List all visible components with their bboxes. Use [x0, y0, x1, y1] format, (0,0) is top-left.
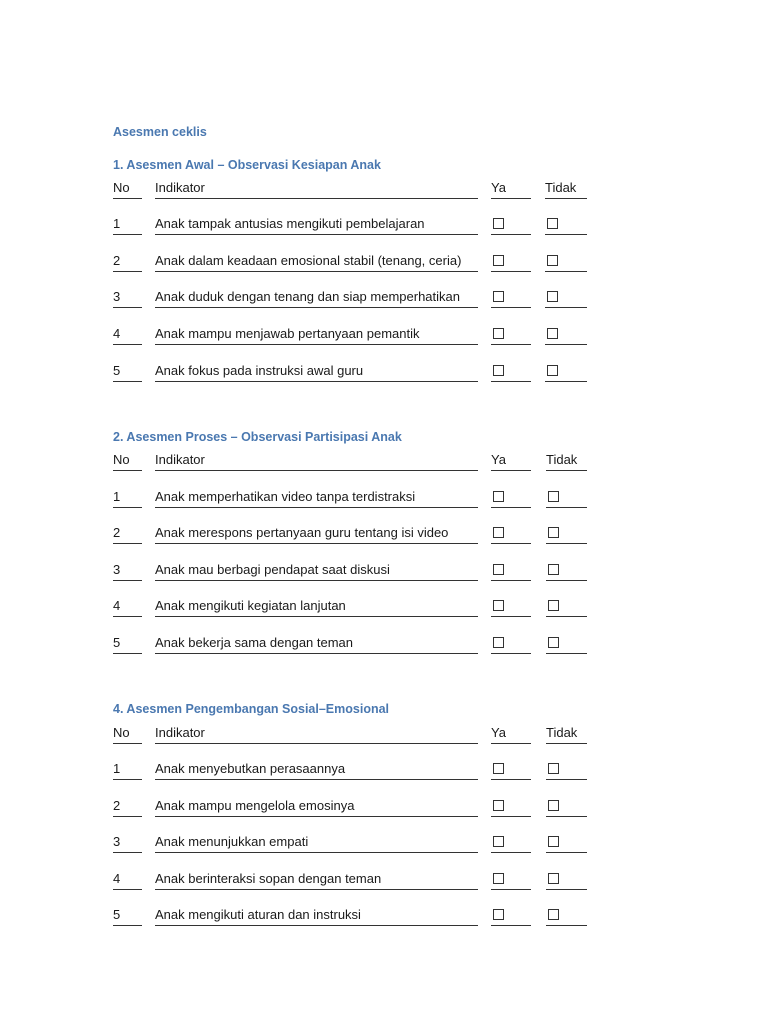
row-number: 4	[113, 869, 142, 890]
table-row	[0, 633, 768, 670]
ya-checkbox[interactable]	[493, 763, 504, 774]
ya-cell	[491, 287, 531, 308]
tidak-checkbox[interactable]	[547, 255, 558, 266]
table-row	[0, 214, 768, 251]
row-number: 3	[113, 560, 142, 581]
tidak-cell	[545, 361, 587, 382]
ya-checkbox[interactable]	[493, 218, 504, 229]
header-indikator: Indikator	[155, 450, 478, 471]
tidak-checkbox[interactable]	[547, 328, 558, 339]
header-no: No	[113, 178, 142, 199]
table-row	[0, 759, 768, 796]
tidak-checkbox[interactable]	[548, 564, 559, 575]
section-title: 1. Asesmen Awal – Observasi Kesiapan Anak	[113, 158, 381, 172]
tidak-cell	[545, 251, 587, 272]
ya-cell	[491, 251, 531, 272]
table-row	[0, 905, 768, 942]
tidak-cell	[546, 633, 587, 654]
header-no: No	[113, 723, 142, 744]
table-row	[0, 596, 768, 633]
tidak-cell	[546, 487, 587, 508]
ya-cell	[491, 324, 531, 345]
row-number: 3	[113, 832, 142, 853]
table-row	[0, 487, 768, 524]
tidak-cell	[545, 324, 587, 345]
row-indicator: Anak mampu menjawab pertanyaan pemantik	[155, 324, 478, 345]
table-header-row	[0, 723, 768, 760]
tidak-checkbox[interactable]	[548, 800, 559, 811]
row-indicator: Anak tampak antusias mengikuti pembelajaran	[155, 214, 478, 235]
row-indicator: Anak menunjukkan empati	[155, 832, 478, 853]
tidak-checkbox[interactable]	[548, 527, 559, 538]
row-number: 2	[113, 796, 142, 817]
ya-cell	[491, 869, 531, 890]
ya-checkbox[interactable]	[493, 637, 504, 648]
ya-cell	[491, 523, 531, 544]
table-row	[0, 361, 768, 398]
table-row	[0, 832, 768, 869]
row-indicator: Anak menyebutkan perasaannya	[155, 759, 478, 780]
tidak-checkbox[interactable]	[547, 291, 558, 302]
tidak-checkbox[interactable]	[548, 637, 559, 648]
section-title: 4. Asesmen Pengembangan Sosial–Emosional	[113, 702, 390, 716]
header-tidak: Tidak	[546, 723, 587, 744]
tidak-cell	[546, 523, 587, 544]
tidak-checkbox[interactable]	[548, 873, 559, 884]
tidak-cell	[545, 214, 587, 235]
table-row	[0, 796, 768, 833]
tidak-cell	[546, 796, 587, 817]
row-indicator: Anak bekerja sama dengan teman	[155, 633, 478, 654]
row-indicator: Anak dalam keadaan emosional stabil (tenang, ceria)	[155, 251, 478, 272]
row-number: 5	[113, 633, 142, 654]
row-indicator: Anak duduk dengan tenang dan siap memperhatikan	[155, 287, 478, 308]
ya-checkbox[interactable]	[493, 491, 504, 502]
row-number: 1	[113, 214, 142, 235]
ya-checkbox[interactable]	[493, 873, 504, 884]
row-indicator: Anak mengikuti aturan dan instruksi	[155, 905, 478, 926]
row-number: 2	[113, 251, 142, 272]
ya-checkbox[interactable]	[493, 836, 504, 847]
header-ya: Ya	[491, 723, 531, 744]
ya-checkbox[interactable]	[493, 600, 504, 611]
ya-checkbox[interactable]	[493, 291, 504, 302]
header-tidak: Tidak	[546, 450, 587, 471]
row-number: 4	[113, 596, 142, 617]
tidak-checkbox[interactable]	[548, 836, 559, 847]
row-indicator: Anak fokus pada instruksi awal guru	[155, 361, 478, 382]
row-number: 1	[113, 487, 142, 508]
ya-checkbox[interactable]	[493, 328, 504, 339]
header-tidak: Tidak	[545, 178, 587, 199]
tidak-checkbox[interactable]	[547, 365, 558, 376]
table-row	[0, 287, 768, 324]
ya-cell	[491, 214, 531, 235]
table-header-row	[0, 450, 768, 487]
tidak-cell	[546, 905, 587, 926]
table-header-row	[0, 178, 768, 215]
header-ya: Ya	[491, 450, 531, 471]
header-indikator: Indikator	[155, 178, 478, 199]
header-ya: Ya	[491, 178, 531, 199]
ya-cell	[491, 487, 531, 508]
tidak-cell	[545, 287, 587, 308]
tidak-cell	[546, 869, 587, 890]
tidak-cell	[546, 759, 587, 780]
header-indikator: Indikator	[155, 723, 478, 744]
header-no: No	[113, 450, 142, 471]
row-number: 5	[113, 361, 142, 382]
row-number: 1	[113, 759, 142, 780]
ya-cell	[491, 832, 531, 853]
tidak-checkbox[interactable]	[548, 909, 559, 920]
ya-cell	[491, 596, 531, 617]
ya-cell	[491, 796, 531, 817]
tidak-checkbox[interactable]	[548, 763, 559, 774]
row-number: 4	[113, 324, 142, 345]
tidak-checkbox[interactable]	[547, 218, 558, 229]
table-row	[0, 869, 768, 906]
table-row	[0, 251, 768, 288]
tidak-cell	[546, 596, 587, 617]
row-indicator: Anak berinteraksi sopan dengan teman	[155, 869, 478, 890]
row-number: 5	[113, 905, 142, 926]
ya-checkbox[interactable]	[493, 564, 504, 575]
table-row	[0, 324, 768, 361]
ya-checkbox[interactable]	[493, 255, 504, 266]
ya-cell	[491, 759, 531, 780]
ya-cell	[491, 361, 531, 382]
row-indicator: Anak memperhatikan video tanpa terdistraksi	[155, 487, 478, 508]
table-row	[0, 560, 768, 597]
tidak-cell	[546, 560, 587, 581]
ya-checkbox[interactable]	[493, 527, 504, 538]
row-indicator: Anak merespons pertanyaan guru tentang isi video	[155, 523, 478, 544]
row-indicator: Anak mengikuti kegiatan lanjutan	[155, 596, 478, 617]
ya-checkbox[interactable]	[493, 909, 504, 920]
row-indicator: Anak mampu mengelola emosinya	[155, 796, 478, 817]
tidak-checkbox[interactable]	[548, 600, 559, 611]
ya-checkbox[interactable]	[493, 365, 504, 376]
row-number: 2	[113, 523, 142, 544]
ya-checkbox[interactable]	[493, 800, 504, 811]
row-indicator: Anak mau berbagi pendapat saat diskusi	[155, 560, 478, 581]
tidak-checkbox[interactable]	[548, 491, 559, 502]
row-number: 3	[113, 287, 142, 308]
ya-cell	[491, 905, 531, 926]
tidak-cell	[546, 832, 587, 853]
section-title: 2. Asesmen Proses – Observasi Partisipasi Anak	[113, 430, 402, 444]
table-row	[0, 523, 768, 560]
document-title: Asesmen ceklis	[113, 125, 207, 139]
ya-cell	[491, 633, 531, 654]
ya-cell	[491, 560, 531, 581]
